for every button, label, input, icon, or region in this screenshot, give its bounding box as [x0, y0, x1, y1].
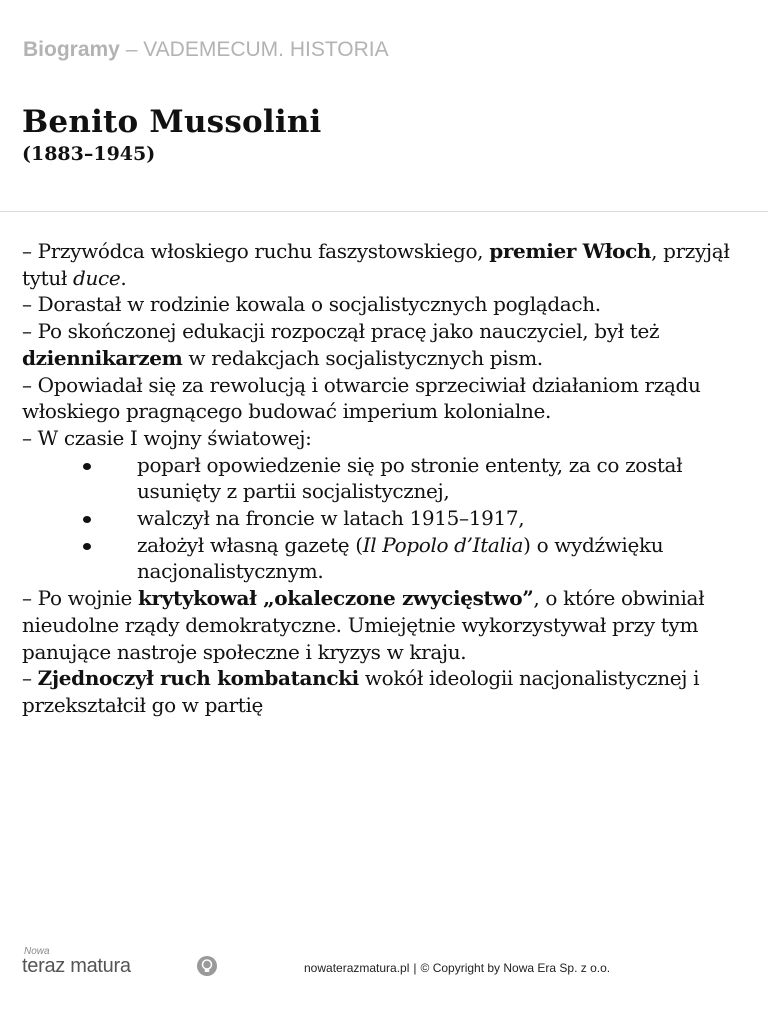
series-name: Biogramy — [23, 38, 120, 61]
logo-main-text: teraz matura — [22, 955, 131, 977]
life-dates: (1883–1945) — [22, 143, 156, 165]
text: – Po skończonej edukacji rozpoczął pracę jako nauczyciel, był też — [22, 319, 660, 344]
paragraph-3 — [22, 318, 752, 371]
page-title: Benito Mussolini — [22, 104, 322, 140]
paragraph-7 — [22, 665, 752, 718]
list-item: walczył na froncie w latach 1915–1917, — [22, 505, 752, 532]
paragraph-1 — [22, 238, 752, 291]
website-link[interactable]: nowaterazmatura.pl — [304, 961, 410, 975]
footer-separator: | — [413, 961, 417, 975]
logo-small-text: Nowa — [24, 946, 50, 957]
biography-content — [22, 238, 752, 719]
text: , o które obwiniał nieudolne rządy demokratyczne. Umiejętnie wykorzystywał przy tym panujące nastroje społeczne i kryzys w kraju. — [22, 586, 705, 664]
footer-info — [304, 961, 610, 975]
text: wokół ideologii nacjonalistycznej i przekształcił go w partię — [22, 666, 700, 717]
paragraph-5: – W czasie I wojny światowej: — [22, 425, 312, 450]
bold-text: premier Włoch — [489, 239, 652, 263]
text: . — [120, 265, 127, 290]
italic-text: duce — [73, 265, 121, 290]
publisher-logo — [22, 946, 232, 980]
text: założył własną gazetę ( — [137, 532, 363, 557]
paragraph-4: – Opowiadał się za rewolucją i otwarcie sprzeciwiał działaniom rządu włoskiego pragnącego budować imperium kolonialne. — [22, 372, 701, 424]
paragraph-6 — [22, 585, 752, 665]
series-subtitle: – VADEMECUM. HISTORIA — [119, 38, 389, 61]
paragraph-2: – Dorastał w rodzinie kowala o socjalistycznych poglądach. — [22, 292, 601, 317]
document-header — [23, 38, 389, 62]
bold-text: dziennikarzem — [22, 345, 183, 370]
list-item — [22, 532, 752, 585]
bullet-list — [22, 452, 752, 586]
copyright-text: © Copyright by Nowa Era Sp. z o.o. — [420, 961, 611, 975]
bold-text: Zjednoczył ruch kombatancki — [37, 666, 359, 691]
italic-text: Il Popolo d’Italia — [362, 532, 524, 557]
header-divider — [0, 211, 768, 212]
text: – Przywódca włoskiego ruchu faszystowskiego, — [22, 239, 490, 263]
lightbulb-icon — [196, 955, 218, 977]
text: ) o wydźwięku nacjonalistycznym. — [137, 532, 664, 584]
text: – — [22, 666, 38, 691]
text: – Po wojnie — [22, 586, 139, 611]
bold-text: krytykował „okaleczone zwycięstwo” — [138, 586, 534, 611]
text: w redakcjach socjalistycznych pism. — [182, 345, 543, 370]
list-item: poparł opowiedzenie się po stronie ententy, za co został usunięty z partii socjalistycznej, — [22, 452, 752, 505]
text: , przyjął tytuł — [22, 239, 730, 290]
